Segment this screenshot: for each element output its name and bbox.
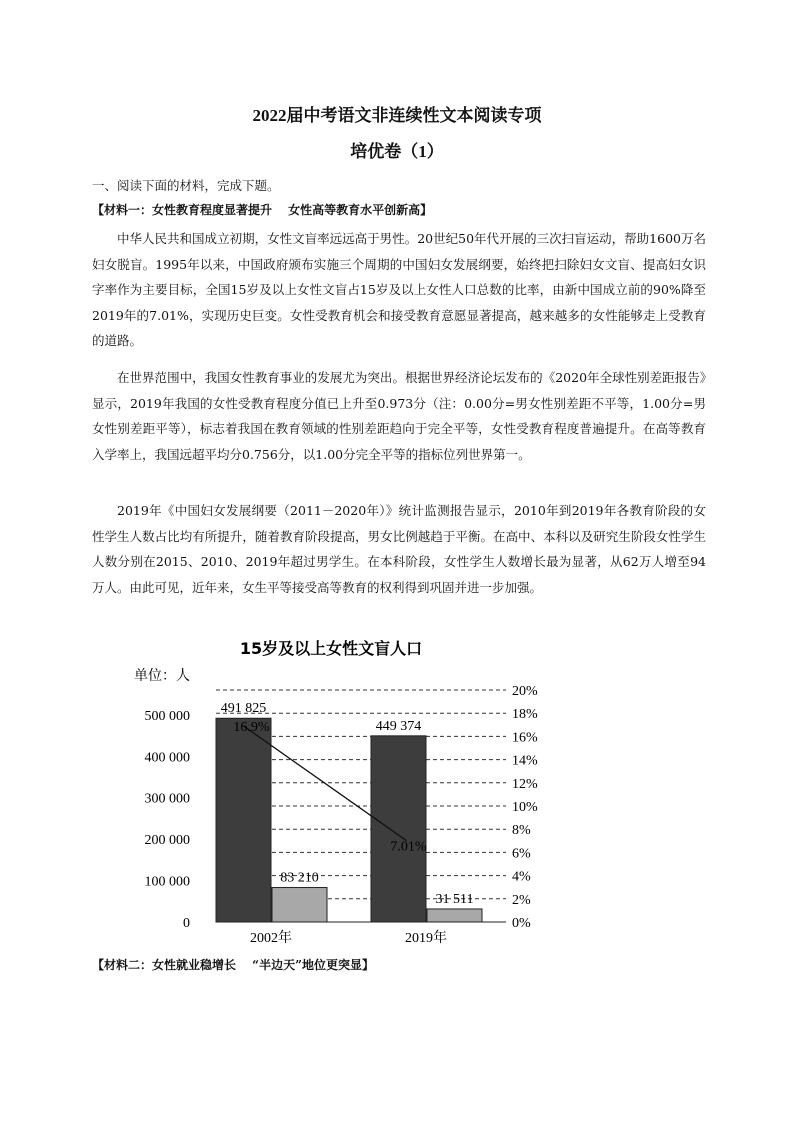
paragraph-2: 在世界范围中，我国女性教育事业的发展尤为突出。根据世界经济论坛发布的《2020年全球性别差距报告》显示，2019年我国的女性受教育程度分值已上升至0.973分（注：0.00分=男女性别差距不平等，1.00分=男女性别差距平等），标志着我国在教育领域的性别差距趋向于完全平等，女性受教育程度普遍提升。在高等教育入学率上，我国远超平均分0.756分，以1.00分完全平等的指标位列世界第一。 bbox=[92, 370, 706, 462]
y-tick-label: 0 bbox=[183, 916, 190, 931]
paragraph-1: 中华人民共和国成立初期，女性文盲率远远高于男性。20世纪50年代开展的三次扫盲运动，帮助1600万名妇女脱盲。1995年以来，中国政府颁布实施三个周期的中国妇女发展纲要，始终把扫除妇女文盲、提高妇女识字率作为主要目标，全国15岁及以上女性文盲占15岁及以上女性人口总数的比率，由新中国成立前的90%降至2019年的7.01%，实现历史巨变。女性受教育机会和接受教育意愿显著提高，越来越多的女性能够走上受教育的道路。 bbox=[92, 231, 706, 348]
rate-label: 16.9% bbox=[233, 719, 270, 735]
material-one-heading: 【材料一：女性教育程度显著提升 女性高等教育水平创新高】 bbox=[92, 203, 433, 217]
y2-tick-label: 2% bbox=[512, 892, 531, 908]
x-tick-label: 2002年 bbox=[250, 931, 292, 946]
y-tick-label: 500 000 bbox=[144, 708, 190, 724]
bar-value-label: 491 825 bbox=[220, 701, 267, 717]
y2-tick-label: 8% bbox=[512, 823, 531, 839]
y2-tick-label: 12% bbox=[512, 776, 538, 792]
y-tick-label: 400 000 bbox=[144, 750, 190, 766]
y2-tick-label: 14% bbox=[512, 753, 538, 769]
y2-tick-label: 20% bbox=[512, 684, 538, 699]
illiteracy-chart bbox=[116, 632, 546, 950]
y2-tick-label: 4% bbox=[512, 869, 531, 885]
bar-dark-0 bbox=[216, 718, 271, 922]
y-tick-label: 200 000 bbox=[144, 833, 190, 849]
bar-value-label: 83 210 bbox=[280, 870, 319, 886]
y-tick-label: 300 000 bbox=[144, 791, 190, 807]
paragraph-3: 2019年《中国妇女发展纲要（2011－2020年）》统计监测报告显示，2010年到2019年各教育阶段的女性学生人数占比均有所提升，随着教育阶段提高，男女比例越趋于平衡。在高中、本科以及研究生阶段女性学生人数分别在2015、2010、2019年超过男学生。在本科阶段，女性学生人数增长最为显著，从62万人增至94万人。由此可见，近年来，女生平等接受高等教育的权利得到巩固并进一步加强。 bbox=[92, 503, 706, 595]
bar-value-label: 449 374 bbox=[375, 718, 422, 734]
document-subtitle: 培优卷（1） bbox=[350, 142, 444, 161]
material-two-heading: 【材料二：女性就业稳增长 “半边天”地位更突显】 bbox=[92, 958, 374, 972]
y2-tick-label: 10% bbox=[512, 800, 538, 815]
document-title: 2022届中考语文非连续性文本阅读专项 bbox=[252, 106, 542, 125]
y-tick-label: 100 000 bbox=[144, 874, 190, 890]
chart-title: 15岁及以上女性文盲人口 bbox=[239, 639, 423, 658]
bar-light-0 bbox=[272, 888, 327, 922]
bar-dark-1 bbox=[371, 736, 426, 922]
rate-label: 7.01% bbox=[390, 839, 427, 855]
y2-tick-label: 0% bbox=[512, 916, 531, 931]
bar-value-label: 31 511 bbox=[435, 891, 474, 907]
y2-tick-label: 6% bbox=[512, 846, 531, 862]
y2-tick-label: 16% bbox=[512, 730, 538, 746]
bar-light-1 bbox=[427, 909, 482, 922]
chart-unit-label: 单位：人 bbox=[134, 669, 190, 684]
question-instruction: 一、阅读下面的材料，完成下题。 bbox=[92, 178, 280, 193]
x-tick-label: 2019年 bbox=[405, 931, 447, 946]
y2-tick-label: 18% bbox=[512, 707, 538, 723]
